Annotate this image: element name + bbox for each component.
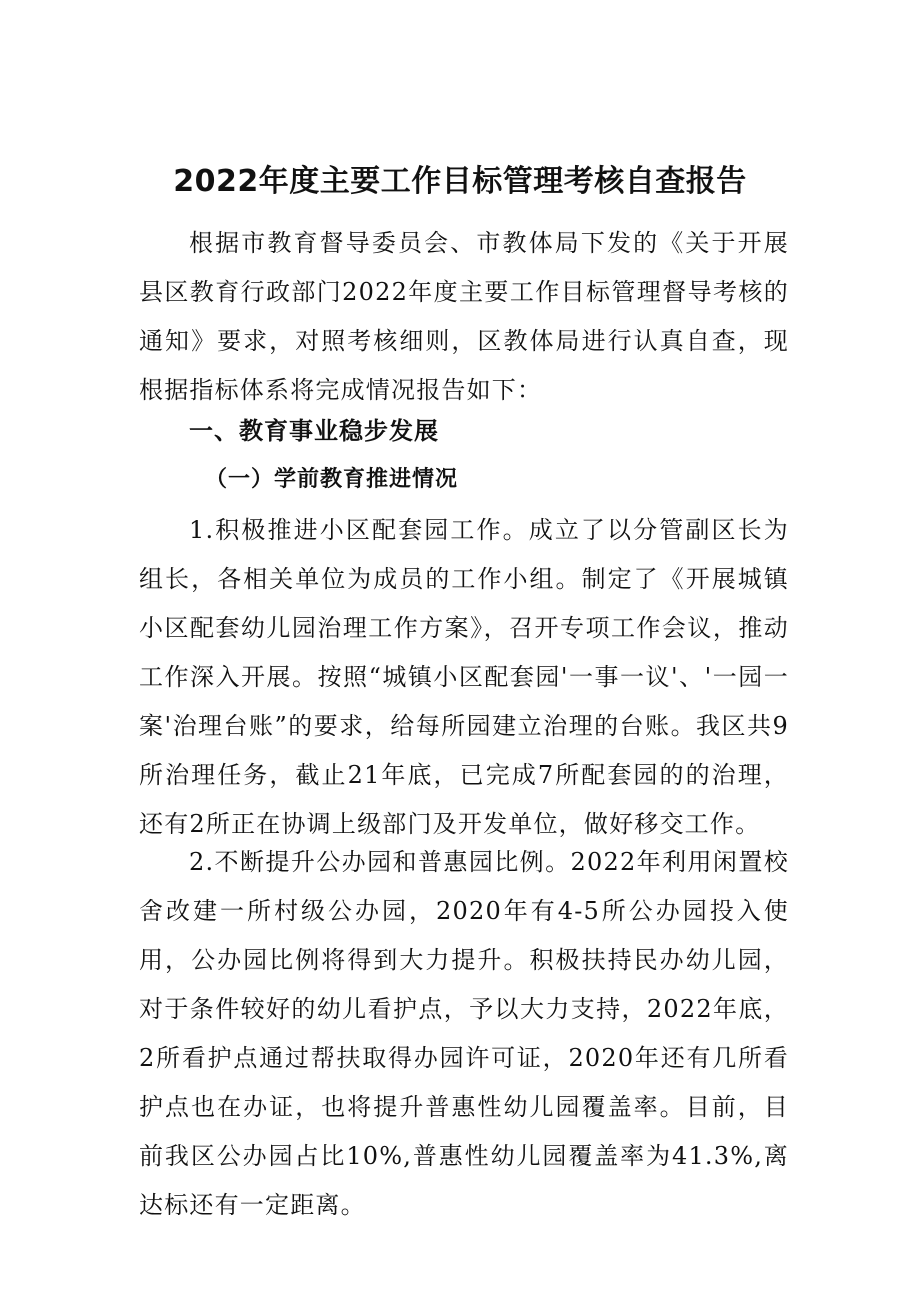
document-title: 2022年度主要工作目标管理考核自查报告 — [173, 164, 747, 200]
section-heading-education-development: 一、教育事业稳步发展 — [189, 417, 439, 445]
subsection-heading-preschool: （一）学前教育推进情况 — [205, 466, 459, 492]
intro-paragraph: 根据市教育督导委员会、市教体局下发的《关于开展县区教育行政部门2022年度主要工作目标管理督导考核的通知》要求，对照考核细则，区教体局进行认真自查，现根据指标体系将完成情况报告如下： — [139, 229, 789, 404]
paragraph-item-2: 2.不断提升公办园和普惠园比例。2022年利用闲置校舍改建一所村级公办园，2020年有4-5所公办园投入使用，公办园比例将得到大力提升。积极扶持民办幼儿园，对于条件较好的幼儿看护点，予以大力支持，2022年底，2所看护点通过帮扶取得办园许可证，2020年还有几所看护点也在办证，也将提升普惠性幼儿园覆盖率。目前，目前我区公办园占比10%,普惠性幼儿园覆盖率为41.3%,离达标还有一定距离。 — [139, 848, 789, 1219]
paragraph-item-1: 1.积极推进小区配套园工作。成立了以分管副区长为组长，各相关单位为成员的工作小组。制定了《开展城镇小区配套幼儿园治理工作方案》，召开专项工作会议，推动工作深入开展。按照“城镇小区配套园'一事一议'、'一园一案'治理台账”的要求，给每所园建立治理的台账。我区共9所治理任务，截止21年底，已完成7所配套园的的治理，还有2所正在协调上级部门及开发单位，做好移交工作。 — [139, 516, 789, 838]
